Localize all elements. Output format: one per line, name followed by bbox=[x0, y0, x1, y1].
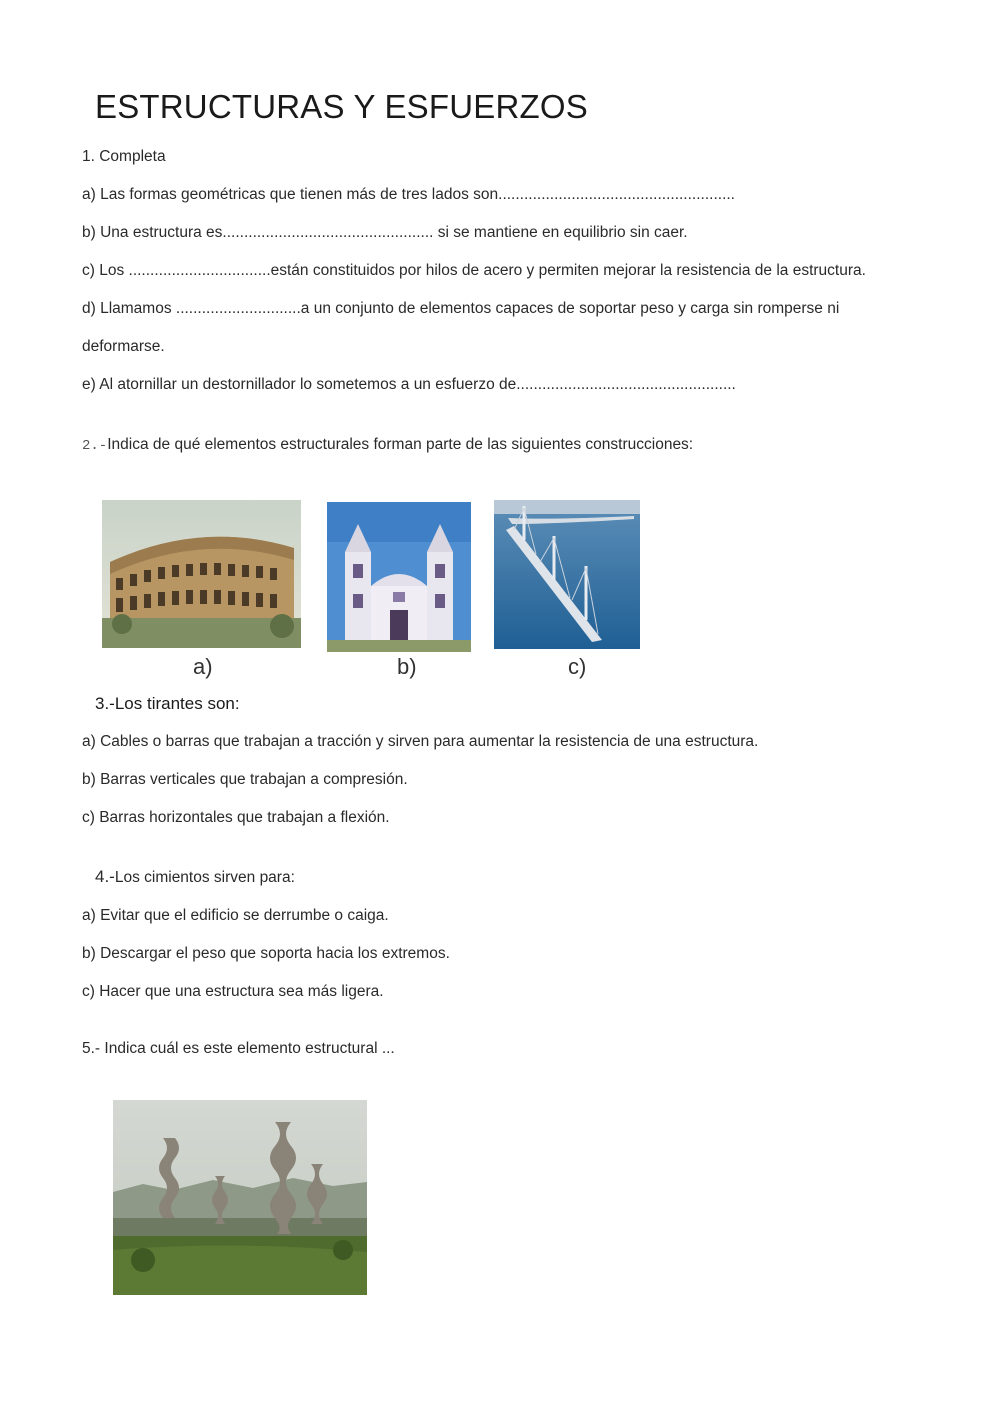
q4-option-c: c) Hacer que una estructura sea más ligera. bbox=[82, 983, 384, 1000]
q4-option-b: b) Descargar el peso que soporta hacia los extremos. bbox=[82, 945, 450, 962]
caption-c: c) bbox=[568, 654, 587, 679]
page-title: ESTRUCTURAS Y ESFUERZOS bbox=[95, 88, 588, 125]
church-image bbox=[327, 502, 471, 652]
q3-option-b: b) Barras verticales que trabajan a compresión. bbox=[82, 771, 408, 788]
q1-heading: 1. Completa bbox=[82, 148, 166, 165]
q2-heading bbox=[82, 436, 693, 454]
q1-item-b: b) Una estructura es................................................. si se mantiene en equilibrio sin caer. bbox=[82, 224, 688, 241]
caption-b: b) bbox=[397, 654, 417, 679]
q4-text: Los cimientos sirven para: bbox=[114, 869, 295, 886]
q4-option-a: a) Evitar que el edificio se derrumbe o caiga. bbox=[82, 907, 389, 924]
q1-item-d-continued: deformarse. bbox=[82, 338, 165, 355]
q4-number: 4.- bbox=[95, 867, 115, 886]
q1-item-a: a) Las formas geométricas que tienen más de tres lados son....................................................... bbox=[82, 186, 735, 203]
q3-option-a: a) Cables o barras que trabajan a tracción y sirven para aumentar la resistencia de una estructura. bbox=[82, 733, 759, 750]
q5-heading: 5.- Indica cuál es este elemento estructural ... bbox=[82, 1040, 395, 1057]
q1-item-c: c) Los .................................están constituidos por hilos de acero y permiten mejorar la resistencia de la estructura. bbox=[82, 262, 866, 279]
q1-item-e: e) Al atornillar un destornillador lo sometemos a un esfuerzo de................................................... bbox=[82, 376, 736, 393]
colosseum-image bbox=[102, 500, 301, 648]
q2-text: de qué elementos estructurales forman parte de las siguientes construcciones: bbox=[148, 436, 694, 453]
caption-a: a) bbox=[193, 654, 213, 679]
q4-heading bbox=[95, 867, 295, 887]
q3-heading: 3.-Los tirantes son: bbox=[95, 694, 240, 713]
q3-option-c: c) Barras horizontales que trabajan a flexión. bbox=[82, 809, 390, 826]
q1-item-d: d) Llamamos .............................a un conjunto de elementos capaces de soportar peso y carga sin romperse ni bbox=[82, 300, 840, 317]
q2-word: Indica bbox=[107, 436, 149, 453]
q2-number: 2.- bbox=[82, 438, 108, 454]
columns-image bbox=[113, 1100, 367, 1295]
bridge-image bbox=[494, 500, 640, 649]
